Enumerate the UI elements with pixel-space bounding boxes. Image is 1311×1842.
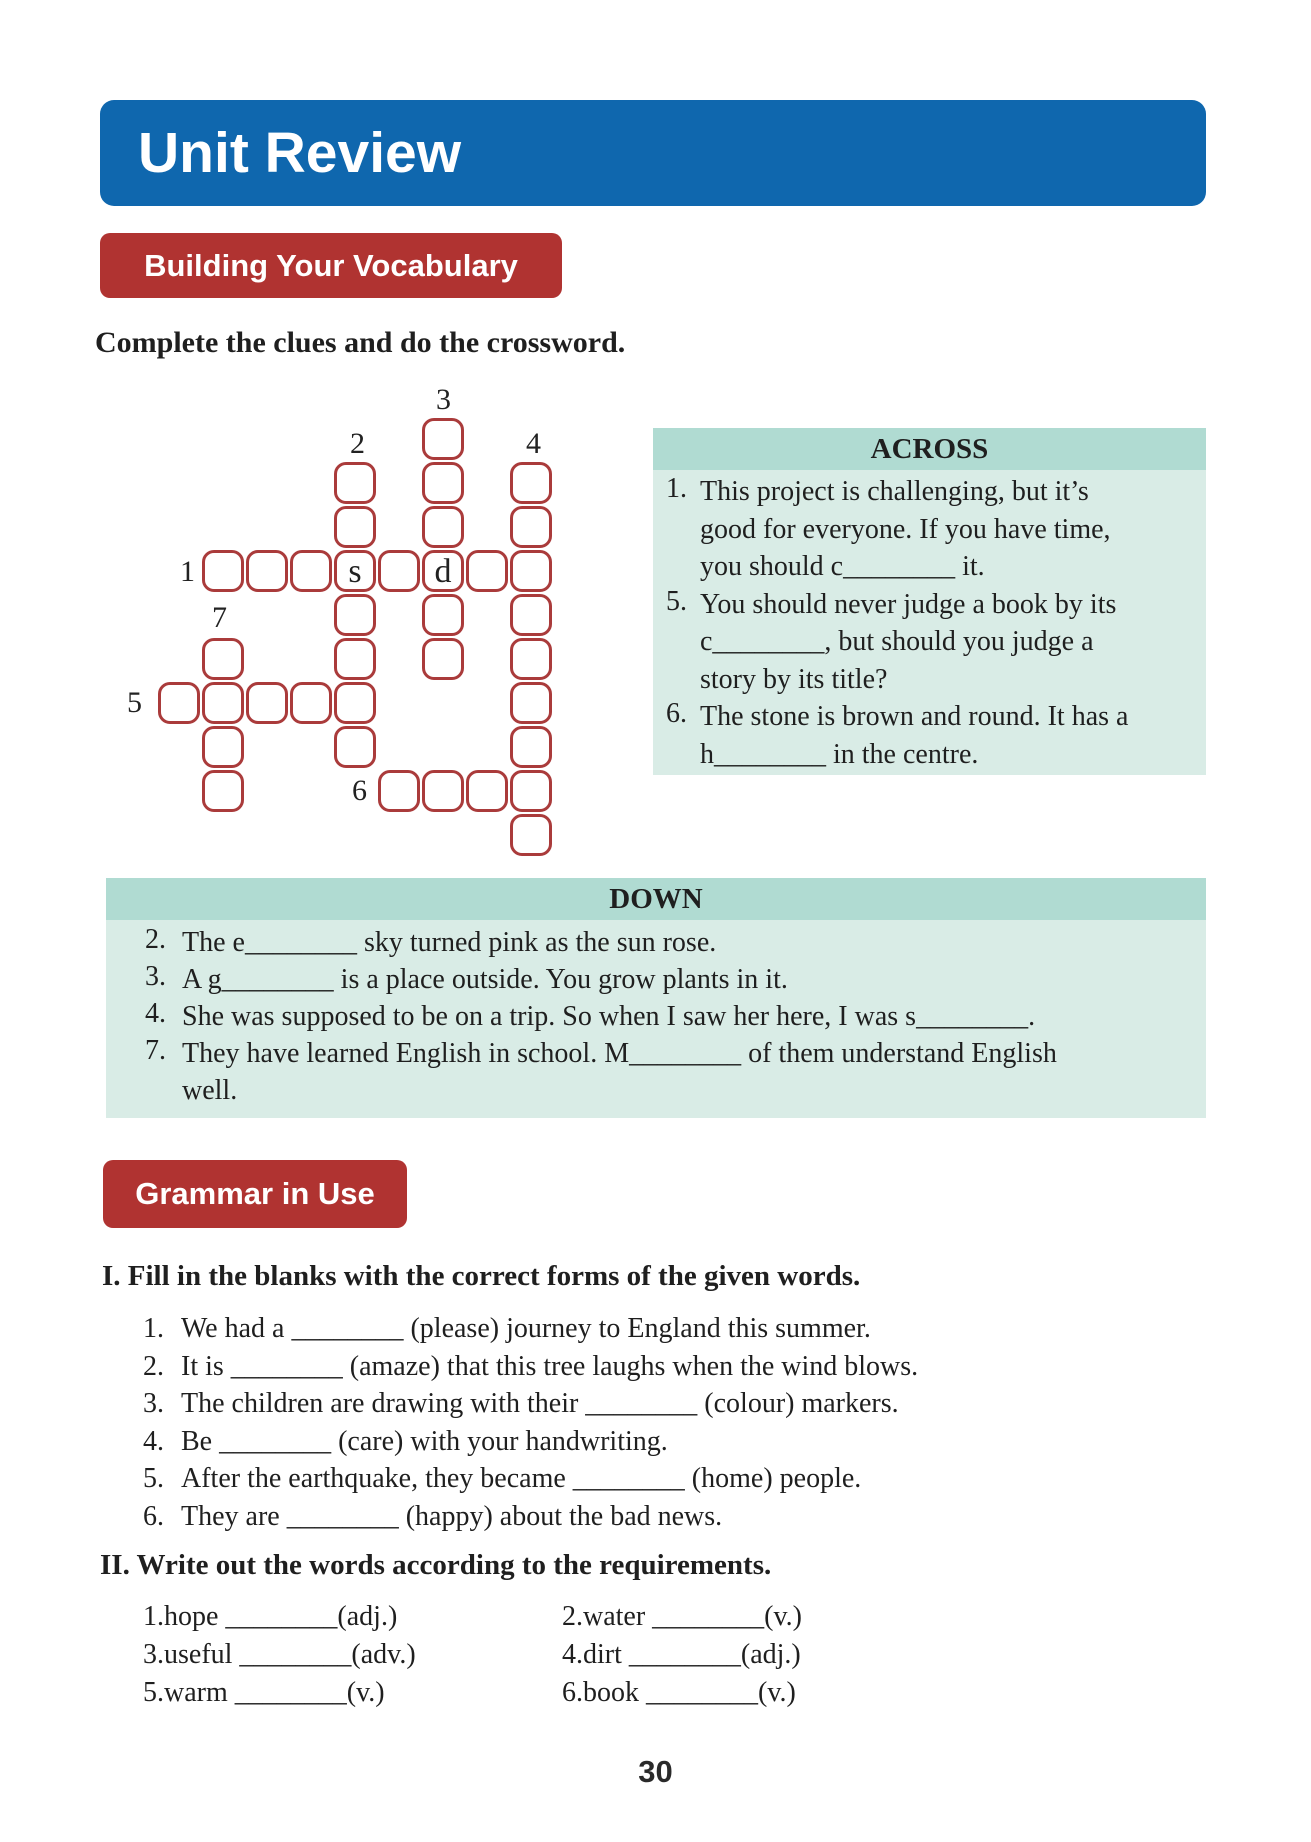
clue-text: She was supposed to be on a trip. So when I saw her here, I was s________. bbox=[182, 1001, 1036, 1032]
list-item: 2. water ________(v.) bbox=[562, 1601, 803, 1632]
clue-number: 2. bbox=[145, 924, 166, 955]
crossword-cell: s bbox=[334, 550, 376, 592]
crossword-cell bbox=[158, 682, 200, 724]
crossword-cell bbox=[422, 506, 464, 548]
section-I-items bbox=[143, 1310, 1223, 1535]
crossword-cell bbox=[202, 726, 244, 768]
crossword-cell bbox=[422, 462, 464, 504]
clue-number: 6. bbox=[666, 698, 687, 729]
list-item: 4. dirt ________(adj.) bbox=[562, 1639, 801, 1670]
down-clue-4 bbox=[145, 998, 1198, 1035]
across-clue-6 bbox=[666, 698, 1198, 773]
clue-text: good for everyone. If you have time, bbox=[700, 513, 1111, 545]
vocab-badge-label: Building Your Vocabulary bbox=[144, 247, 518, 283]
list-item: 1. hope ________(adj.) bbox=[143, 1601, 398, 1632]
crossword-cell bbox=[378, 770, 420, 812]
clue-text: you should c________ it. bbox=[700, 551, 985, 582]
clue-text: A g________ is a place outside. You grow plants in it. bbox=[182, 964, 788, 995]
clue-number: 4. bbox=[145, 998, 166, 1029]
crossword-cell bbox=[510, 682, 552, 724]
across-clue-1 bbox=[666, 473, 1198, 586]
crossword-cell bbox=[290, 550, 332, 592]
crossword-cell bbox=[510, 726, 552, 768]
crossword-cell bbox=[510, 594, 552, 636]
section-II-items bbox=[143, 1598, 1223, 1712]
crossword-number-label: 5 bbox=[127, 686, 142, 719]
down-clue-7 bbox=[145, 1035, 1198, 1109]
list-row bbox=[143, 1598, 1223, 1636]
clue-text: h________ in the centre. bbox=[700, 738, 979, 770]
section-II-heading: II. Write out the words according to the requirements. bbox=[100, 1549, 772, 1581]
crossword-cell bbox=[202, 550, 244, 592]
down-clue-3 bbox=[145, 961, 1198, 998]
list-item: 4. Be ________ (care) with your handwriting. bbox=[143, 1425, 668, 1457]
crossword-cell bbox=[466, 770, 508, 812]
across-title: ACROSS bbox=[653, 428, 1206, 470]
grammar-badge-label: Grammar in Use bbox=[135, 1176, 375, 1211]
crossword-cell bbox=[378, 550, 420, 592]
clue-text: You should never judge a book by its bbox=[700, 588, 1117, 620]
list-row bbox=[143, 1674, 1223, 1712]
clue-text: They have learned English in school. M________ of them understand English bbox=[182, 1038, 1057, 1069]
unit-review-banner bbox=[100, 100, 1206, 206]
list-item: 5. After the earthquake, they became ________ (home) people. bbox=[143, 1463, 862, 1494]
list-item: 6. book ________(v.) bbox=[562, 1677, 796, 1708]
clue-text: c________, but should you judge a bbox=[700, 626, 1094, 657]
across-clues bbox=[653, 470, 1206, 773]
page-number: 30 bbox=[638, 1754, 673, 1789]
crossword-cell bbox=[334, 462, 376, 504]
crossword-cell bbox=[246, 550, 288, 592]
clue-text: The e________ sky turned pink as the sun rose. bbox=[182, 927, 717, 958]
crossword-cell bbox=[202, 638, 244, 680]
clue-number: 1. bbox=[666, 473, 687, 504]
section-I-heading: I. Fill in the blanks with the correct forms of the given words. bbox=[102, 1260, 861, 1292]
crossword-cell bbox=[202, 770, 244, 812]
crossword-cell bbox=[466, 550, 508, 592]
crossword-number-label: 3 bbox=[436, 383, 451, 416]
clue-number: 5. bbox=[666, 585, 687, 617]
crossword-cell bbox=[422, 594, 464, 636]
crossword-cell bbox=[334, 638, 376, 680]
crossword-cell bbox=[334, 506, 376, 548]
crossword-cell bbox=[334, 682, 376, 724]
crossword-number-label: 6 bbox=[352, 774, 367, 807]
crossword-number-label: 1 bbox=[180, 555, 195, 588]
crossword-cell bbox=[510, 638, 552, 680]
across-clue-5 bbox=[666, 586, 1198, 699]
list-item: 3. useful ________(adv.) bbox=[143, 1639, 416, 1670]
clue-text: well. bbox=[182, 1075, 238, 1106]
list-item: 3. The children are drawing with their ________ (colour) markers. bbox=[143, 1388, 899, 1419]
crossword-cell bbox=[422, 418, 464, 460]
clue-text: The stone is brown and round. It has a bbox=[700, 701, 1129, 732]
crossword-instruction: Complete the clues and do the crossword. bbox=[95, 326, 626, 359]
crossword-number-label: 2 bbox=[350, 427, 365, 460]
unit-review-title: Unit Review bbox=[138, 121, 462, 185]
crossword-cell bbox=[510, 506, 552, 548]
clue-number: 7. bbox=[145, 1035, 166, 1066]
grammar-in-use-badge bbox=[103, 1160, 407, 1228]
building-your-vocabulary-badge bbox=[100, 233, 562, 298]
crossword-cell bbox=[334, 726, 376, 768]
crossword-cell bbox=[422, 770, 464, 812]
list-row bbox=[143, 1636, 1223, 1674]
down-clues bbox=[106, 920, 1206, 1109]
crossword-number-label: 7 bbox=[212, 601, 227, 634]
crossword-cell bbox=[334, 594, 376, 636]
crossword-number-label: 4 bbox=[526, 427, 541, 460]
down-title: DOWN bbox=[106, 878, 1206, 920]
list-item: 5. warm ________(v.) bbox=[143, 1677, 385, 1708]
clue-text: This project is challenging, but it’s bbox=[700, 476, 1089, 507]
list-item: 6. They are ________ (happy) about the bad news. bbox=[143, 1500, 723, 1532]
crossword-cell bbox=[510, 550, 552, 592]
crossword-cell bbox=[510, 770, 552, 812]
crossword-cell bbox=[246, 682, 288, 724]
crossword-cell bbox=[422, 638, 464, 680]
down-clue-2 bbox=[145, 924, 1198, 961]
crossword-cell: d bbox=[422, 550, 464, 592]
crossword-cell bbox=[202, 682, 244, 724]
crossword-cell bbox=[290, 682, 332, 724]
clue-number: 3. bbox=[145, 961, 166, 992]
crossword-cell bbox=[510, 462, 552, 504]
across-clues-box bbox=[653, 428, 1206, 775]
list-item: 2. It is ________ (amaze) that this tree laughs when the wind blows. bbox=[143, 1350, 919, 1382]
down-clues-box bbox=[106, 878, 1206, 1118]
list-item: 1. We had a ________ (please) journey to England this summer. bbox=[143, 1313, 871, 1344]
clue-text: story by its title? bbox=[700, 663, 888, 695]
crossword-cell bbox=[510, 814, 552, 856]
